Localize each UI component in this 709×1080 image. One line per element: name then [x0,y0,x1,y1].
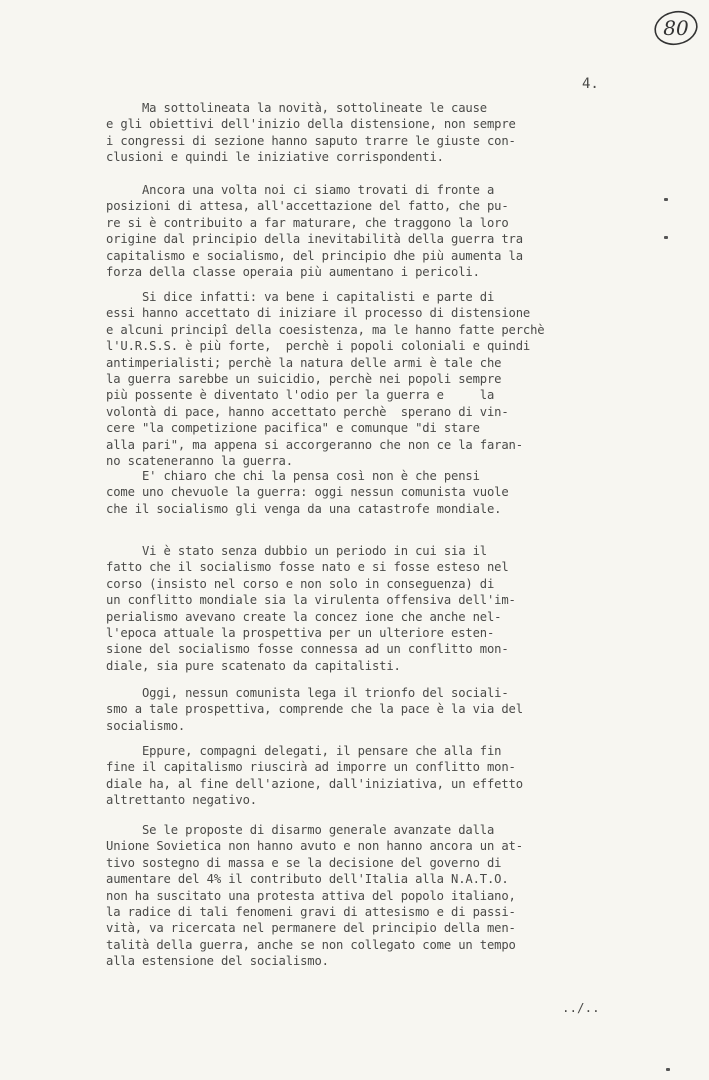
paragraph-6: Oggi, nessun comunista lega il trionfo del sociali- smo a tale prospettiva, comprende che la pace è la via del socialismo. [106,686,523,733]
paragraph-8: Se le proposte di disarmo generale avanzate dalla Unione Sovietica non hanno avuto e non hanno ancora un at- tivo sostegno di massa e se la decisione del governo di aumentare del 4% il contributo dell'Italia alla N.A.T.O. non ha suscitato una protesta attiva del popolo italiano, la radice di tali fenomeni gravi di attesismo e di passi- vità, va ricercata nel permanere del principio della men- talità della guerra, anche se non collegato come un tempo alla estensione del socialismo. [106,823,523,969]
paragraph-2: Ancora una volta noi ci siamo trovati di fronte a posizioni di attesa, all'accettazione del fatto, che pu- re si è contribuito a far maturare, che traggono la loro origine dal principio della inevitabilità della guerra tra capitalismo e socialismo, del principio dhe più aumenta la forza della classe operaia più aumentano i pericoli. [106,183,523,280]
handwritten-page-stamp [652,8,700,48]
page-number: 4. [582,76,599,92]
stamp-number: 80 [663,16,689,40]
margin-mark [664,198,668,201]
paragraph-1: Ma sottolineata la novità, sottolineate le cause e gli obiettivi dell'inizio della distensione, non sempre i congressi di sezione hanno saputo trarre le giuste con- clusioni e quindi le iniziative corrispondenti. [106,101,516,165]
continuation-mark: ../.. [562,1000,600,1015]
paragraph-5: Vi è stato senza dubbio un periodo in cui sia il fatto che il socialismo fosse nato e si fosse esteso nel corso (insisto nel corso e non solo in conseguenza) di un conflitto mondiale sia la virulenta offensiva dell'im- perialismo avevano create la concez ione che anche nel- l'epoca attuale la prospettiva per un ulteriore esten- sione del socialismo fosse connessa ad un conflitto mon- diale, sia pure scatenato da capitalisti. [106,544,516,673]
paragraph-3: Si dice infatti: va bene i capitalisti e parte di essi hanno accettato di iniziare il processo di distensione e alcuni principî della coesistenza, ma le hanno fatte perchè l'U.R.S.S. è più forte, perchè i popoli coloniali e quindi antimperialisti; perchè la natura delle armi è tale che la guerra sarebbe un suicidio, perchè nei popoli sempre più possente è diventato l'odio per la guerra e la volontà di pace, hanno accettato perchè sperano di vin- cere "la competizione pacifica" e comunque "di stare alla pari", ma appena si accorgeranno che non ce la faran- no scateneranno la guerra. [106,290,545,469]
margin-mark [664,236,668,239]
paragraph-7: Eppure, compagni delegati, il pensare che alla fin fine il capitalismo riuscirà ad imporre un conflitto mon- diale ha, al fine dell'azione, dall'iniziativa, un effetto altrettanto negativo. [106,744,523,808]
paragraph-4: E' chiaro che chi la pensa così non è che pensi come uno chevuole la guerra: oggi nessun comunista vuole che il socialismo gli venga da una catastrofe mondiale. [106,469,509,516]
margin-mark [666,1068,670,1071]
